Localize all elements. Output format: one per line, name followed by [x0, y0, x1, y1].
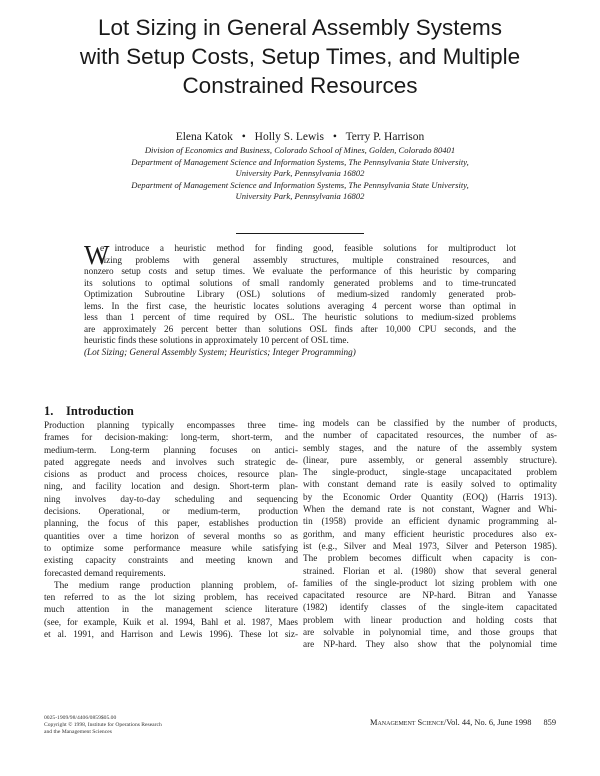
affiliations [60, 145, 540, 203]
issue-info: /Vol. 44, No. 6, June 1998 [443, 718, 532, 727]
affiliation-line: Division of Economics and Business, Colorado School of Mines, Golden, Colorado 80401 [144, 145, 456, 155]
body-line: decisions. Operational, or medium-term, production [44, 506, 298, 517]
affiliation-line: University Park, Pennsylvania 16802 [235, 168, 365, 178]
abstract [84, 240, 516, 358]
copyright-line: and the Management Sciences [44, 729, 112, 736]
body-line: Production planning typically encompasses three time- [44, 420, 298, 430]
body-line: et al. 1991, and Harrison and Lewis 1996). These lot siz- [44, 629, 298, 640]
body-line: with constant demand rate is easily solved to optimality [303, 479, 557, 490]
author-separator: • [241, 131, 246, 143]
body-line: are NP-hard. They also show that the polynomial time [303, 639, 557, 650]
body-line: are solvable in polynomial time, and those groups that [303, 627, 557, 638]
section-number: 1. [44, 404, 54, 418]
body-line: problem with linear production and holding costs that [303, 614, 557, 625]
title-line: Constrained Resources [182, 73, 418, 98]
body-line: When the demand rate is not constant, Wagner and Whi- [303, 504, 557, 515]
affiliation-line: Department of Management Science and Information Systems, The Pennsylvania State University, [131, 179, 469, 190]
copyright-line: Copyright © 1998, Institute for Operations Research [44, 722, 162, 729]
body-line: ing models can be classified by the number of products, [303, 418, 557, 428]
divider-rule [236, 233, 364, 234]
running-footer [300, 718, 556, 728]
title-line: Lot Sizing in General Assembly Systems [98, 15, 502, 40]
body-line: (1982) identify classes of the single-item capacitated [303, 602, 557, 613]
abstract-keywords: (Lot Sizing; General Assembly System; Heuristics; Integer Programming) [84, 346, 356, 357]
issn-line: 0025-1909/98/4406/0859$05.00 [44, 715, 117, 721]
body-line: capacitated resource are NP-hard. Bitran and Yanasse [303, 590, 557, 601]
body-line: by the Economic Order Quantity (EOQ) (Harris 1913). [303, 491, 557, 502]
paper-title [30, 13, 570, 100]
journal-name: Management Science [370, 718, 444, 727]
affiliation-line: Department of Management Science and Information Systems, The Pennsylvania State University, [131, 156, 469, 167]
abstract-dropcap: W [84, 240, 110, 270]
body-line: The medium range production planning problem, of- [54, 579, 298, 590]
author-name: Holly S. Lewis [254, 131, 324, 143]
body-line: medium-term. Long-term planning focuses on antici- [44, 444, 298, 455]
body-line: pated aggregate needs and involves such strategic de- [44, 456, 298, 467]
body-line: quantities over a time horizon of several months so as [44, 530, 298, 541]
body-line: the number of capacitated resources, the number of as- [303, 430, 557, 441]
body-line: ten referred to as the lot sizing problem, has received [44, 592, 298, 603]
body-line: cisions as product and process choices, resource plan- [44, 469, 298, 480]
abstract-line: nonzero setup costs and setup times. We evaluate the performance of this heuristic by comparing [84, 266, 516, 276]
body-line: ning, and facility location and design. Short-term plan- [44, 481, 298, 492]
abstract-line: its solutions to optimal solutions of small randomly generated problems and to time-truncated [84, 277, 516, 288]
body-line: existing capacity constraints and meeting known and [44, 555, 298, 566]
body-line: strained. Florian et al. (1980) show that several general [303, 565, 557, 576]
affiliation-line: University Park, Pennsylvania 16802 [235, 191, 365, 201]
abstract-line: sizing problems with general assembly structures, multiple constrained resources, and [100, 254, 516, 265]
body-line: ning involves day-to-day scheduling and sequencing [44, 493, 298, 504]
body-line: frames for decision-making: long-term, short-term, and [44, 432, 298, 443]
abstract-line: less than 1 percent of time required by OSL. The heuristic solutions to medium-sized problems [84, 312, 516, 322]
author-name: Terry P. Harrison [345, 131, 425, 143]
body-line: The problem becomes difficult when capacity is con- [303, 553, 557, 564]
body-line: ist (e.g., Silver and Meal 1973, Silver and Peterson 1985). [303, 540, 557, 551]
body-line: planning, the focus of this paper, establishes production [44, 518, 298, 529]
abstract-line: heuristic finds these solutions in approximately 10 percent of OSL time. [84, 335, 349, 345]
body-line: sembly stages, and the nature of the assembly system [303, 442, 557, 453]
page-number: 859 [543, 718, 556, 727]
body-line: to optimize some performance measure while satisfying [44, 542, 298, 553]
abstract-line: lems. In the first case, the heuristic locates solutions averaging 4 percent worse than optimal in [84, 300, 516, 311]
left-column [44, 404, 298, 640]
body-line: forecasted demand requirements. [44, 567, 166, 578]
body-line: families of the single-product lot sizing problem with one [303, 577, 557, 588]
body-line: The single-product, single-stage uncapacitated problem [303, 467, 557, 478]
body-line: (linear, pure assembly, or general assembly structure). [303, 454, 557, 465]
section-title: Introduction [66, 404, 134, 418]
copyright-notice [44, 715, 264, 737]
section-heading [44, 404, 298, 419]
body-line: much attention in the management science literature [44, 604, 298, 615]
body-line: tin (1958) provide an efficient dynamic programming al- [303, 516, 557, 527]
body-line: (see, for example, Kuik et al. 1994, Bahl et al. 1987, Maes [44, 616, 298, 627]
right-column [303, 417, 557, 651]
author-name: Elena Katok [175, 131, 233, 143]
abstract-line: Optimization Subroutine Library (OSL) solutions of medium-sized randomly generated prob- [84, 289, 516, 299]
author-separator: • [332, 131, 337, 143]
abstract-line: are approximately 26 percent better than solutions OSL finds after 10,000 CPU seconds, and the [84, 323, 516, 334]
title-line: with Setup Costs, Setup Times, and Multiple [79, 44, 521, 69]
abstract-line: e introduce a heuristic method for finding good, feasible solutions for multiproduct lot [100, 243, 516, 253]
body-line: gorithm, and many efficient heuristic procedures also ex- [303, 528, 557, 539]
author-list [60, 130, 540, 144]
